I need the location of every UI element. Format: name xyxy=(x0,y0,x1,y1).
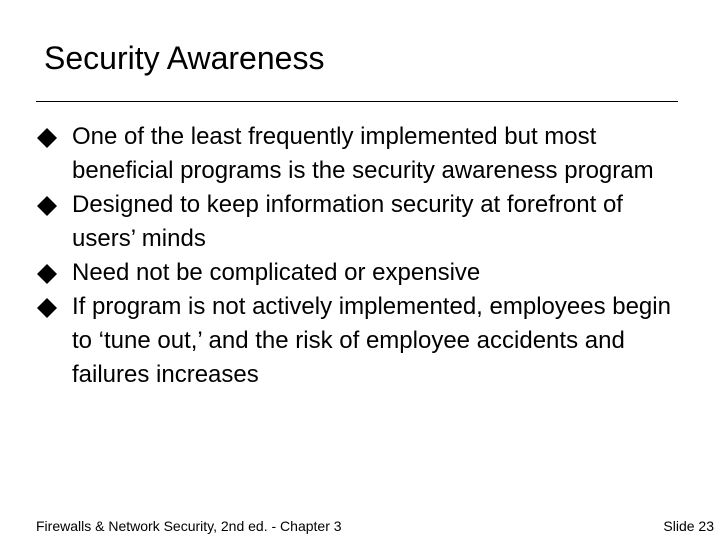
bullet-text: Designed to keep information security at forefront of users’ minds xyxy=(72,191,623,252)
bullet-item xyxy=(36,120,676,188)
bullet-item xyxy=(36,290,676,392)
diamond-bullet-icon xyxy=(36,297,58,319)
diamond-bullet-icon xyxy=(36,263,58,285)
bullet-item xyxy=(36,256,676,290)
slide-title: Security Awareness xyxy=(44,40,325,76)
title-divider xyxy=(36,101,678,102)
footer-course-title: Firewalls & Network Security, 2nd ed. - Chapter 3 xyxy=(36,518,342,534)
diamond-bullet-icon xyxy=(36,127,58,149)
bullet-list xyxy=(36,120,676,392)
bullet-item xyxy=(36,188,676,256)
bullet-text: Need not be complicated or expensive xyxy=(72,259,481,286)
footer-slide-number: Slide 23 xyxy=(663,518,714,534)
bullet-text: One of the least frequently implemented but most beneficial programs is the security awareness program xyxy=(72,123,654,184)
bullet-text: If program is not actively implemented, employees begin to ‘tune out,’ and the risk of employee accidents and failures increases xyxy=(72,293,671,388)
diamond-bullet-icon xyxy=(36,195,58,217)
